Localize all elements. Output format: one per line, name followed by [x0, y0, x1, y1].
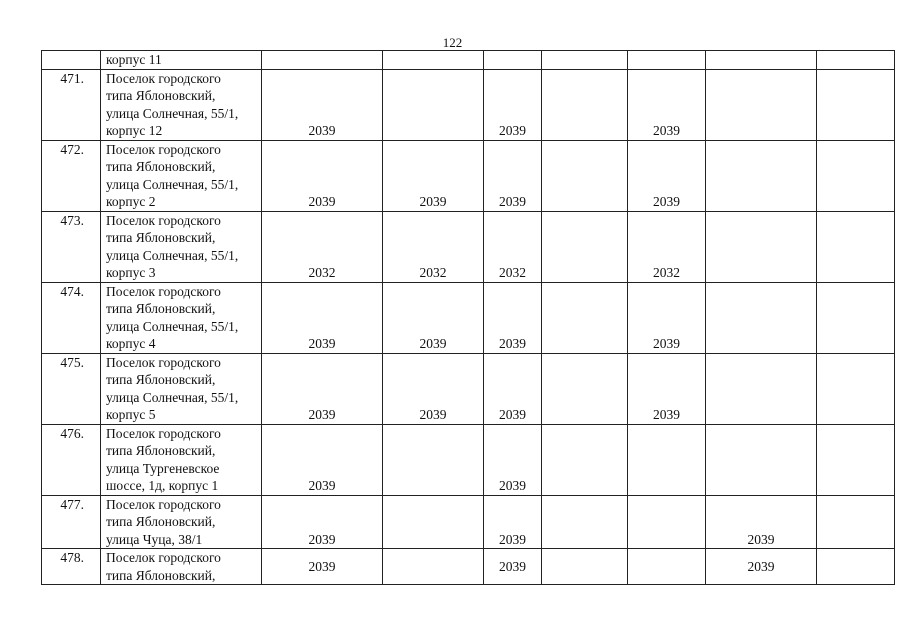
- row-number-cell: 477.: [42, 495, 101, 549]
- table-body: [42, 51, 895, 585]
- year-cell: [706, 211, 817, 282]
- year-cell: 2039: [706, 495, 817, 549]
- year-cell: [706, 353, 817, 424]
- year-cell: 2039: [628, 353, 706, 424]
- year-cell: 2039: [262, 69, 383, 140]
- address-line: улица Солнечная, 55/1,: [106, 318, 239, 334]
- year-cell: 2039: [484, 69, 542, 140]
- row-number-cell: 474.: [42, 282, 101, 353]
- address-line: корпус 3: [106, 265, 156, 280]
- year-cell: [542, 353, 628, 424]
- address-line: корпус 12: [106, 123, 163, 138]
- row-number-cell: 472.: [42, 140, 101, 211]
- year-cell: [383, 495, 484, 549]
- row-number-cell: 471.: [42, 69, 101, 140]
- year-cell: [383, 549, 484, 585]
- year-cell: [817, 424, 895, 495]
- table-row: [42, 549, 895, 585]
- year-cell: [542, 69, 628, 140]
- year-cell: [817, 211, 895, 282]
- page-number: 122: [442, 35, 463, 50]
- address-line: шоссе, 1д, корпус 1: [106, 478, 219, 493]
- year-cell: [706, 424, 817, 495]
- year-cell: 2039: [383, 282, 484, 353]
- year-cell: [628, 51, 706, 70]
- address-line: Поселок городского: [106, 283, 221, 299]
- address-line: улица Солнечная, 55/1,: [106, 176, 239, 192]
- year-cell: [542, 549, 628, 585]
- year-cell: [628, 549, 706, 585]
- table-row: [42, 495, 895, 549]
- year-cell: 2032: [628, 211, 706, 282]
- year-cell: [706, 69, 817, 140]
- year-cell: 2039: [262, 549, 383, 585]
- address-line: типа Яблоновский,: [106, 567, 216, 583]
- table-row: [42, 140, 895, 211]
- year-cell: [383, 424, 484, 495]
- address-cell: [101, 69, 262, 140]
- year-cell: 2039: [383, 353, 484, 424]
- address-line: типа Яблоновский,: [106, 88, 216, 103]
- year-cell: 2032: [262, 211, 383, 282]
- address-line: типа Яблоновский,: [106, 372, 216, 387]
- table-row-continuation: [42, 51, 895, 70]
- address-line: типа Яблоновский,: [106, 230, 216, 245]
- address-line: типа Яблоновский,: [106, 159, 216, 174]
- year-cell: 2039: [484, 140, 542, 211]
- year-cell: [542, 140, 628, 211]
- year-cell: [817, 495, 895, 549]
- year-cell: 2039: [484, 353, 542, 424]
- address-line: улица Солнечная, 55/1,: [106, 247, 239, 263]
- row-number-cell: 478.: [42, 549, 101, 585]
- year-cell: 2039: [262, 495, 383, 549]
- address-cell: [101, 140, 262, 211]
- address-line: Поселок городского: [106, 354, 221, 370]
- year-cell: [542, 495, 628, 549]
- address-line: типа Яблоновский,: [106, 301, 216, 316]
- year-cell: [817, 549, 895, 585]
- year-cell: [706, 51, 817, 70]
- year-cell: 2039: [628, 69, 706, 140]
- year-cell: 2032: [484, 211, 542, 282]
- table-row: [42, 69, 895, 140]
- address-line: Поселок городского: [106, 212, 221, 228]
- address-line: корпус 2: [106, 194, 156, 209]
- year-cell: [706, 140, 817, 211]
- year-cell: 2039: [262, 424, 383, 495]
- table-row: [42, 353, 895, 424]
- address-cell: [101, 549, 262, 585]
- address-line: корпус 11: [106, 52, 162, 67]
- year-cell: [817, 140, 895, 211]
- address-line: корпус 4: [106, 336, 156, 351]
- year-cell: [817, 353, 895, 424]
- schedule-table: [41, 50, 895, 585]
- address-line: Поселок городского: [106, 425, 221, 441]
- year-cell: [383, 69, 484, 140]
- year-cell: [484, 51, 542, 70]
- row-number-cell: 473.: [42, 211, 101, 282]
- address-cell: [101, 353, 262, 424]
- year-cell: 2039: [484, 282, 542, 353]
- year-cell: [383, 51, 484, 70]
- year-cell: 2032: [383, 211, 484, 282]
- address-cell: [101, 211, 262, 282]
- year-cell: [262, 51, 383, 70]
- year-cell: 2039: [262, 140, 383, 211]
- year-cell: [542, 211, 628, 282]
- year-cell: [817, 69, 895, 140]
- year-cell: [817, 282, 895, 353]
- year-cell: [628, 424, 706, 495]
- address-line: корпус 5: [106, 407, 156, 422]
- year-cell: [542, 51, 628, 70]
- year-cell: 2039: [706, 549, 817, 585]
- address-line: Поселок городского: [106, 496, 221, 512]
- year-cell: 2039: [484, 424, 542, 495]
- row-number-cell: [42, 51, 101, 70]
- address-line: улица Солнечная, 55/1,: [106, 105, 239, 121]
- year-cell: [817, 51, 895, 70]
- year-cell: [706, 282, 817, 353]
- address-cell: [101, 51, 262, 70]
- year-cell: [628, 495, 706, 549]
- address-line: Поселок городского: [106, 70, 221, 86]
- year-cell: 2039: [484, 549, 542, 585]
- year-cell: 2039: [628, 282, 706, 353]
- address-line: Поселок городского: [106, 141, 221, 157]
- year-cell: 2039: [628, 140, 706, 211]
- year-cell: [542, 424, 628, 495]
- table-row: [42, 211, 895, 282]
- year-cell: 2039: [262, 282, 383, 353]
- year-cell: [542, 282, 628, 353]
- table-row: [42, 282, 895, 353]
- table-row: [42, 424, 895, 495]
- address-line: улица Тургеневское: [106, 460, 220, 476]
- address-cell: [101, 424, 262, 495]
- address-line: типа Яблоновский,: [106, 514, 216, 529]
- year-cell: 2039: [262, 353, 383, 424]
- address-cell: [101, 282, 262, 353]
- address-cell: [101, 495, 262, 549]
- year-cell: 2039: [383, 140, 484, 211]
- address-line: улица Солнечная, 55/1,: [106, 389, 239, 405]
- address-line: улица Чуца, 38/1: [106, 531, 203, 547]
- address-line: типа Яблоновский,: [106, 443, 216, 458]
- row-number-cell: 476.: [42, 424, 101, 495]
- row-number-cell: 475.: [42, 353, 101, 424]
- year-cell: 2039: [484, 495, 542, 549]
- address-line: Поселок городского: [106, 550, 221, 565]
